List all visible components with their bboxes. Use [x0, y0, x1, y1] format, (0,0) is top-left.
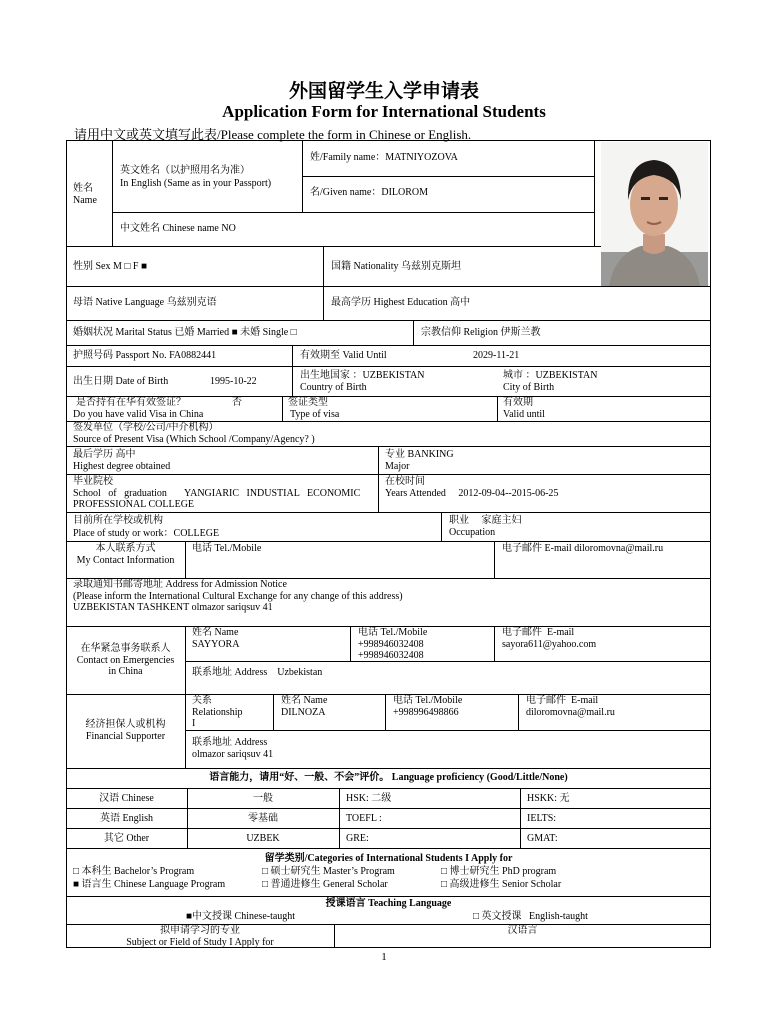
current-place-label-cn: 目前所在学校或机构	[73, 515, 163, 526]
emergency-tel-field[interactable]: +998946032408	[358, 639, 424, 650]
birth-country-label-en: Country of Birth	[300, 382, 367, 393]
major-field[interactable]: 专业 BANKING	[385, 449, 454, 460]
category-master-checkbox[interactable]: □ 硕士研究生 Master’s Program	[262, 866, 395, 877]
language-english-label: 英语 English	[99, 813, 154, 824]
supporter-label-cn: 经济担保人或机构	[85, 719, 166, 730]
contact-email-field[interactable]: 电子邮件 E-mail diloromovna@mail.ru	[502, 543, 664, 554]
english-name-label-en: In English (Same as in your Passport)	[120, 178, 272, 189]
admission-address-field[interactable]: UZBEKISTAN TASHKENT olmazor sariqsuv 41	[73, 602, 273, 613]
form-title-english: Application Form for International Students	[222, 102, 546, 121]
supporter-relationship-field[interactable]: I	[192, 718, 196, 729]
school-field-cont[interactable]: PROFESSIONAL COLLEGE	[73, 499, 195, 510]
name-label-en: Name	[73, 195, 97, 206]
years-attended-field[interactable]: Years Attended 2012-09-04--2015-06-25	[385, 488, 559, 499]
highest-degree-label-en: Highest degree obtained	[73, 461, 171, 472]
emergency-label-en: Contact on Emergencies	[76, 655, 175, 666]
contact-label-cn: 本人联系方式	[95, 543, 156, 554]
school-label-cn: 毕业院校	[73, 476, 113, 487]
visa-valid-label-en: Valid until	[503, 409, 545, 420]
highest-education-field[interactable]: 最高学历 Highest Education 高中	[331, 297, 471, 308]
visa-answer[interactable]: 否	[232, 397, 242, 408]
category-language-checkbox[interactable]: ■ 语言生 Chinese Language Program	[73, 879, 226, 890]
supporter-email-label: 电子邮件 E-mail	[526, 695, 599, 706]
category-bachelor-checkbox[interactable]: □ 本科生 Bachelor’s Program	[73, 866, 195, 877]
teaching-language-header: 授课语言 Teaching Language	[325, 898, 452, 909]
major-label-en: Major	[385, 461, 410, 472]
given-name-field[interactable]: 名/Given name：DILOROM	[310, 187, 429, 198]
language-other-label: 其它 Other	[103, 833, 150, 844]
emergency-label-en-2: in China	[108, 666, 143, 677]
supporter-relationship-label-en: Relationship	[192, 707, 243, 718]
subject-label-en: Subject or Field of Study I Apply for	[126, 937, 274, 948]
visa-type-label-en: Type of visa	[290, 409, 340, 420]
supporter-relationship-label-cn: 关系	[192, 695, 212, 706]
birth-country-field[interactable]: 出生地国家 ：UZBEKISTAN	[300, 370, 425, 381]
form-instruction: 请用中文或英文填写此表/Please complete the form in Chinese or English.	[74, 127, 472, 142]
contact-tel-field[interactable]: 电话 Tel./Mobile	[192, 543, 262, 554]
birth-city-label-en: City of Birth	[503, 382, 555, 393]
dob-field[interactable]: 1995-10-22	[210, 376, 257, 387]
school-field[interactable]: School of graduation YANGIARIC INDUSTIAL ECONOMIC	[73, 488, 361, 499]
applicant-photo	[601, 142, 708, 286]
supporter-name-label: 姓名 Name	[281, 695, 328, 706]
occupation-label-en: Occupation	[449, 527, 496, 538]
nationality-field[interactable]: 国籍 Nationality 乌兹别克斯坦	[331, 261, 461, 272]
passport-valid-until[interactable]: 2029-11-21	[473, 350, 520, 361]
visa-source-label-cn: 签发单位（学校/公司/中介机构）	[73, 422, 219, 433]
birth-city-field[interactable]: 城市 ：UZBEKISTAN	[503, 370, 598, 381]
supporter-address-field[interactable]: olmazor sariqsuv 41	[192, 749, 274, 760]
emergency-email-label: 电子邮件 E-mail	[502, 627, 575, 638]
supporter-address-label: 联系地址 Address	[192, 737, 268, 748]
language-english-level[interactable]: 零基础	[248, 813, 278, 824]
emergency-tel-field-2[interactable]: +998946032408	[358, 650, 424, 661]
language-hskk-field[interactable]: HSKK: 无	[527, 793, 570, 804]
admission-address-label: 录取通知书邮寄地址 Address for Admission Notice	[73, 579, 287, 590]
supporter-name-field[interactable]: DILNOZA	[281, 707, 326, 718]
highest-degree-field[interactable]: 最后学历 高中	[73, 449, 136, 460]
language-gre-field[interactable]: GRE:	[346, 833, 369, 844]
chinese-name-field[interactable]: 中文姓名 Chinese name NO	[120, 223, 236, 234]
teaching-english-checkbox[interactable]: □ 英文授课 English-taught	[473, 911, 588, 922]
language-chinese-level[interactable]: 一般	[253, 793, 273, 804]
family-name-field[interactable]: 姓/Family name：MATNIYOZOVA	[310, 152, 458, 163]
emergency-email-field[interactable]: sayora611@yahoo.com	[502, 639, 597, 650]
form-title-chinese: 外国留学生入学申请表	[288, 80, 479, 102]
native-language-field[interactable]: 母语 Native Language 乌兹别克语	[73, 297, 217, 308]
visa-source-label-en: Source of Present Visa (Which School /Company/Agency? )	[73, 434, 315, 445]
language-proficiency-header: 语言能力，请用“好、一般、不会”评价。 Language proficiency (Good/Little/None)	[209, 772, 568, 783]
emergency-tel-label: 电话 Tel./Mobile	[358, 627, 428, 638]
supporter-tel-label: 电话 Tel./Mobile	[393, 695, 463, 706]
category-general-scholar-checkbox[interactable]: □ 普通进修生 General Scholar	[262, 879, 388, 890]
emergency-address-field[interactable]: 联系地址 Address Uzbekistan	[192, 667, 323, 678]
subject-field[interactable]: 汉语言	[507, 925, 538, 936]
supporter-label-en: Financial Supporter	[85, 731, 166, 742]
language-toefl-field[interactable]: TOEFL :	[346, 813, 382, 824]
name-label-cn: 姓名	[73, 183, 93, 194]
contact-label-en: My Contact Information	[76, 555, 175, 566]
occupation-field[interactable]: 职业 家庭主妇	[449, 515, 522, 526]
page-number: 1	[381, 951, 387, 963]
dob-label: 出生日期 Date of Birth	[73, 376, 169, 387]
category-senior-scholar-checkbox[interactable]: □ 高级进修生 Senior Scholar	[441, 879, 562, 890]
religion-field[interactable]: 宗教信仰 Religion 伊斯兰教	[421, 327, 541, 338]
teaching-chinese-checkbox[interactable]: ■中文授课 Chinese-taught	[186, 911, 296, 922]
years-attended-label-cn: 在校时间	[385, 476, 425, 487]
supporter-tel-field[interactable]: +998996498866	[393, 707, 459, 718]
category-phd-checkbox[interactable]: □ 博士研究生 PhD program	[441, 866, 557, 877]
current-place-field[interactable]: Place of study or work：COLLEGE	[73, 528, 220, 539]
emergency-name-field[interactable]: SAYYORA	[192, 639, 240, 650]
language-hsk-field[interactable]: HSK: 二级	[346, 793, 392, 804]
admission-address-note: (Please inform the International Cultural Exchange for any change of this address)	[73, 591, 403, 602]
visa-type-label-cn: 签证类型	[288, 397, 328, 408]
language-other-level[interactable]: UZBEK	[246, 833, 280, 844]
sex-field[interactable]: 性别 Sex M □ F ■	[73, 261, 148, 272]
marital-status-field[interactable]: 婚姻状况 Marital Status 已婚 Married ■ 未婚 Single □	[73, 327, 297, 338]
emergency-name-label: 姓名 Name	[192, 627, 239, 638]
english-name-label-cn: 英文姓名（以护照用名为准）	[120, 165, 250, 176]
categories-header: 留学类别/Categories of International Students I Apply for	[264, 853, 513, 864]
language-gmat-field[interactable]: GMAT:	[527, 833, 558, 844]
passport-number-field[interactable]: 护照号码 Passport No. FA0882441	[73, 350, 217, 361]
visa-question-en: Do you have valid Visa in China	[73, 409, 204, 420]
supporter-email-field[interactable]: diloromovna@mail.ru	[526, 707, 615, 718]
language-ielts-field[interactable]: IELTS:	[527, 813, 557, 824]
emergency-label-cn: 在华紧急事务联系人	[80, 643, 171, 654]
visa-question-cn: 是否持有在华有效签证？	[76, 397, 186, 408]
passport-valid-label: 有效期至 Valid Until	[300, 350, 387, 361]
visa-valid-label-cn: 有效期	[503, 397, 533, 408]
subject-label-cn: 拟申请学习的专业	[160, 925, 240, 936]
language-chinese-label: 汉语 Chinese	[99, 793, 154, 804]
